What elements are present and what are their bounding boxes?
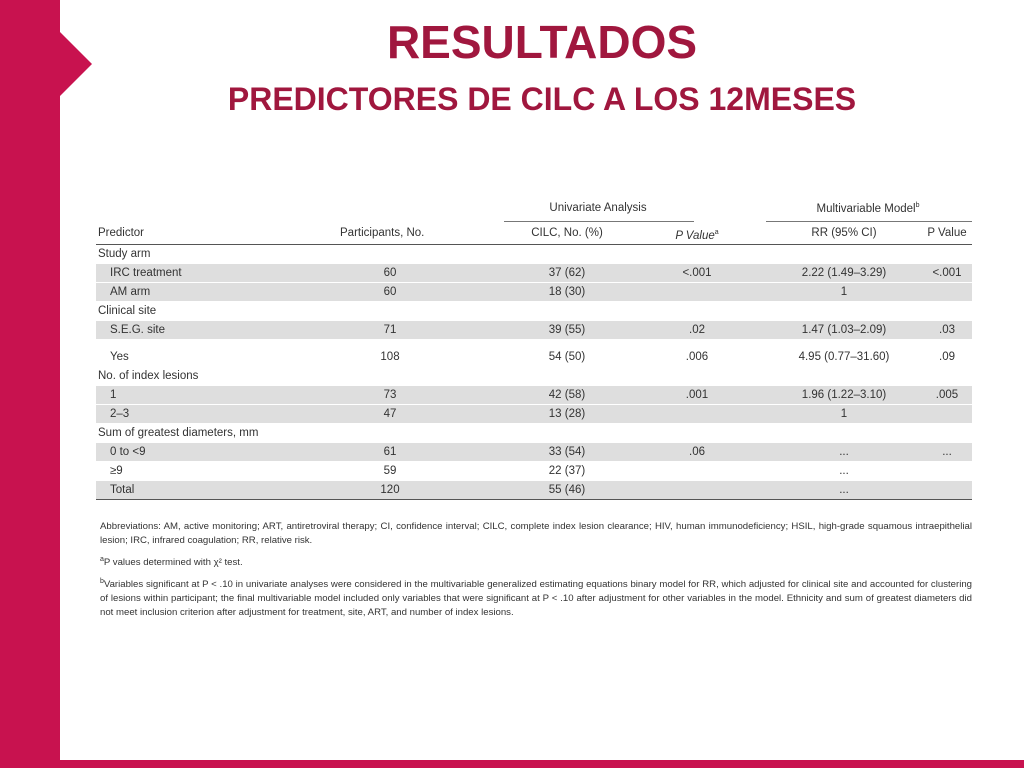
header-p-value-univariate: P Value$^a$ (675, 229, 719, 242)
cell-cilc: 37 (62) (548, 267, 586, 279)
cell-cilc: 54 (50) (548, 351, 586, 363)
table-row (96, 367, 972, 386)
cell-predictor: AM arm (110, 286, 151, 298)
table-row-gap (96, 340, 972, 348)
table-row (96, 462, 972, 481)
cell-participants: 60 (383, 286, 397, 298)
table-body (96, 245, 972, 500)
table-row (96, 443, 972, 462)
cell-predictor: IRC treatment (110, 267, 182, 279)
cell-p-value-multivariable: .03 (939, 324, 955, 336)
table-row (96, 481, 972, 500)
slide-title: RESULTADOS (386, 16, 698, 68)
cell-p-value-univariate: .001 (685, 389, 709, 401)
cell-cilc: 18 (30) (548, 286, 586, 298)
cell-predictor: Sum of greatest diameters, mm (98, 427, 259, 439)
cell-cilc: 22 (37) (548, 465, 586, 477)
cell-rr: 1.96 (1.22–3.10) (801, 389, 887, 401)
cell-participants: 60 (383, 267, 397, 279)
cell-predictor: Total (110, 484, 135, 496)
table-row (96, 264, 972, 283)
bottom-accent-bar (0, 760, 1024, 768)
table-row (96, 302, 972, 321)
cell-cilc: 13 (28) (548, 408, 586, 420)
univariate-group-header: Univariate Analysis (549, 202, 647, 214)
slide-subtitle: PREDICTORES DE CILC A LOS 12MESES (227, 81, 857, 117)
cell-rr: 2.22 (1.49–3.29) (801, 267, 887, 279)
multivariable-group-header: Multivariable Model$^b$ (816, 202, 920, 215)
footnote-b: $^b$Variables significant at P < .10 in univariate analyses were considered in the multivariable generalized estimating equations binary model for RR, which adjusted for clinical site and accounted for clustering of lesions within participant; the final multivariable model included only variables that were significant at P < .10 after adjustment for other variables in the model. Ethnicity and sum of greatest diameters did not meet inclusion criterion after adjustment for treatment, site, ART, and number of index lesions. (100, 578, 972, 619)
cell-predictor: 0 to <9 (110, 446, 146, 458)
cell-cilc: 55 (46) (548, 484, 586, 496)
cell-p-value-multivariable: ... (942, 446, 952, 458)
footnote-abbreviations: Abbreviations: AM, active monitoring; ART, antiretroviral therapy; CI, confidence interval; CILC, complete index lesion clearance; HIV, human immunodeficiency; HSIL, high-grade squamous intraepithelial lesion; IRC, infrared coagulation; RR, relative risk. (100, 521, 972, 546)
cell-participants: 47 (383, 408, 397, 420)
table-row (96, 348, 972, 367)
cell-rr: ... (839, 484, 849, 496)
cell-participants: 61 (383, 446, 397, 458)
cell-p-value-multivariable: .09 (939, 351, 955, 363)
table-row (96, 424, 972, 443)
header-participants: Participants, No. (340, 227, 425, 239)
cell-rr: 1 (840, 286, 848, 298)
cell-participants: 108 (380, 351, 400, 363)
cell-cilc: 42 (58) (548, 389, 586, 401)
cell-predictor: Study arm (98, 248, 151, 260)
cell-predictor: ≥9 (110, 465, 123, 477)
table-row (96, 321, 972, 340)
table-header-row (96, 222, 972, 245)
table-row (96, 386, 972, 405)
cell-predictor: No. of index lesions (98, 370, 199, 382)
cell-rr: 4.95 (0.77–31.60) (798, 351, 890, 363)
header-cilc: CILC, No. (%) (531, 227, 603, 239)
cell-rr: 1.47 (1.03–2.09) (801, 324, 887, 336)
table-row (96, 405, 972, 424)
table-row (96, 283, 972, 302)
cell-p-value-multivariable: .005 (935, 389, 959, 401)
cell-p-value-univariate: .006 (685, 351, 709, 363)
cell-rr: 1 (840, 408, 848, 420)
header-rr: RR (95% CI) (811, 227, 877, 239)
cell-p-value-univariate: <.001 (682, 267, 712, 279)
cell-cilc: 39 (55) (548, 324, 586, 336)
cell-cilc: 33 (54) (548, 446, 586, 458)
cell-p-value-univariate: .02 (689, 324, 705, 336)
cell-p-value-multivariable: <.001 (932, 267, 962, 279)
cell-rr: ... (839, 446, 849, 458)
left-accent-bar (0, 0, 60, 768)
cell-predictor: 2–3 (110, 408, 130, 420)
cell-p-value-univariate: .06 (689, 446, 705, 458)
cell-participants: 71 (383, 324, 397, 336)
footnote-a: $^a$P values determined with χ² test. (100, 556, 243, 569)
cell-rr: ... (839, 465, 849, 477)
cell-predictor: Yes (110, 351, 129, 363)
header-p-value-multivariable: P Value (927, 227, 967, 239)
cell-participants: 59 (383, 465, 397, 477)
header-predictor: Predictor (98, 227, 145, 239)
table-row (96, 245, 972, 264)
table-footnotes (100, 520, 972, 625)
cell-predictor: S.E.G. site (110, 324, 165, 336)
cell-predictor: 1 (110, 389, 117, 401)
cell-participants: 120 (380, 484, 400, 496)
cell-participants: 73 (383, 389, 397, 401)
cell-predictor: Clinical site (98, 305, 157, 317)
results-table (96, 196, 972, 500)
table-group-header (96, 196, 972, 222)
